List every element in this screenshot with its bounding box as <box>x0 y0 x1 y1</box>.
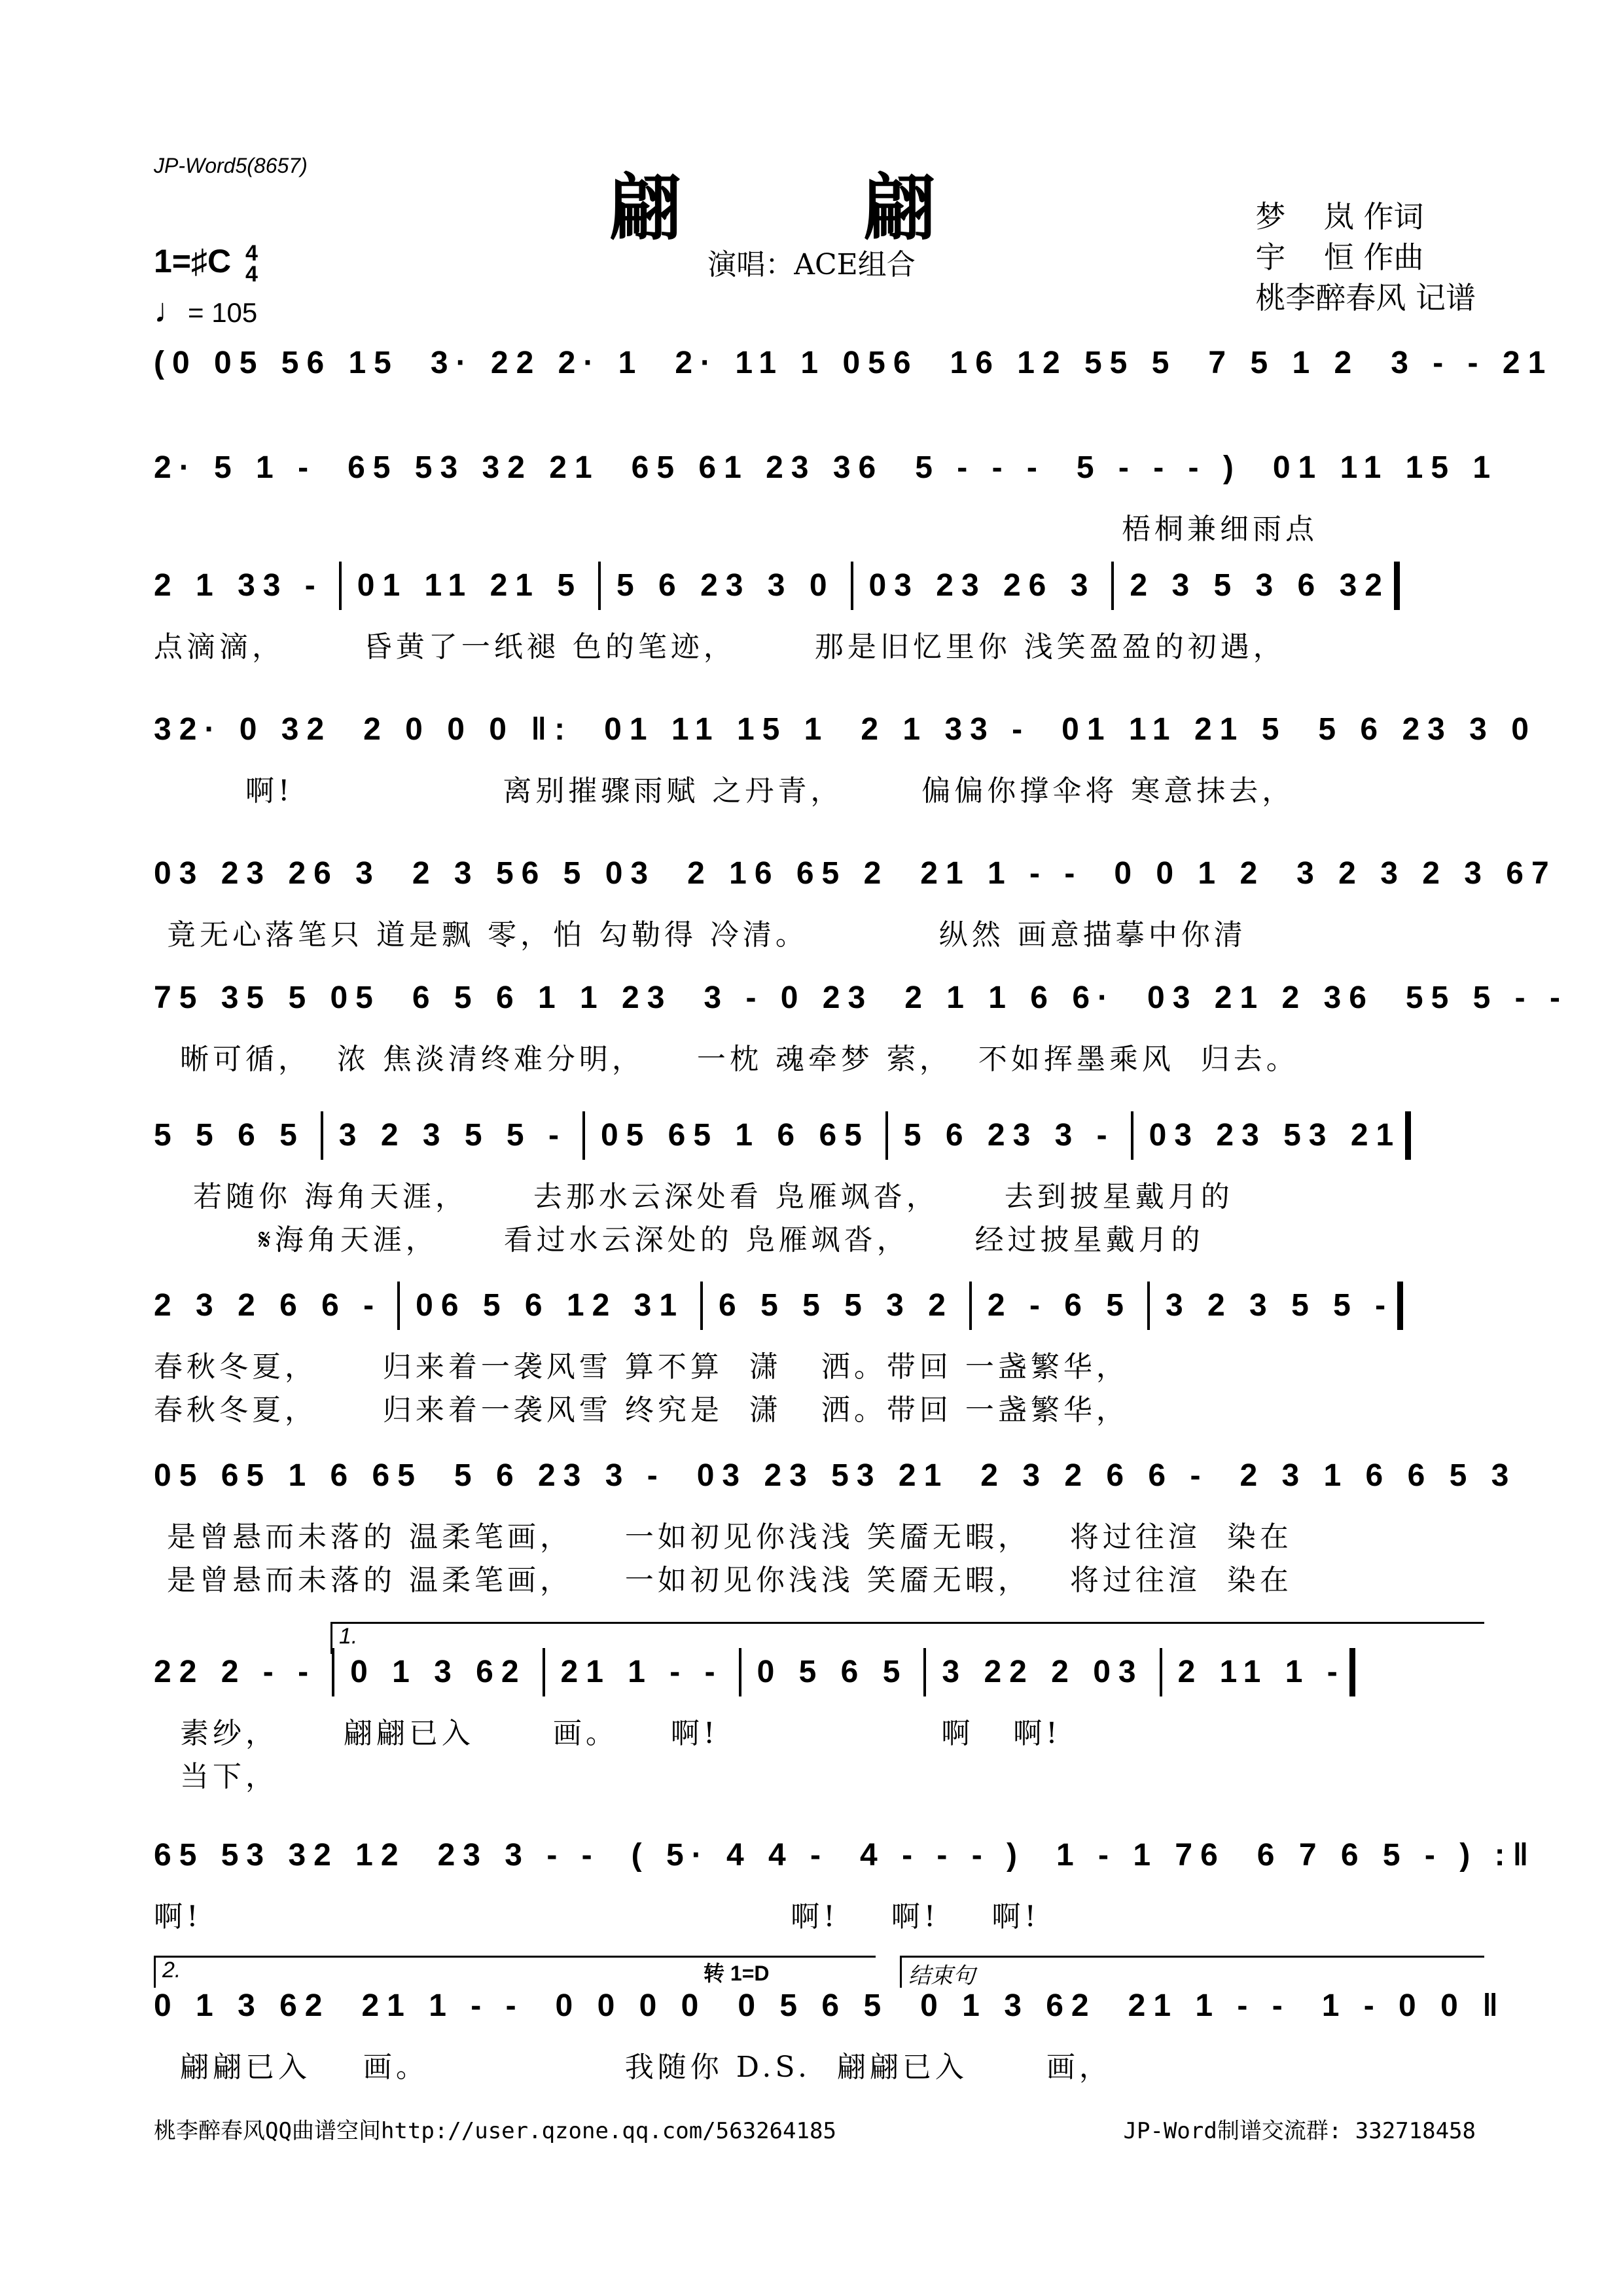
credits <box>1255 196 1476 318</box>
tempo-value: = 105 <box>188 297 258 328</box>
barline <box>1349 1648 1355 1696</box>
measure: 55 5 - - <box>1405 980 1568 1015</box>
measure: 5 - - - ) <box>1076 450 1241 485</box>
measure: 65 61 23 36 <box>631 450 884 485</box>
notation-line <box>154 1983 1506 2029</box>
lyric-line: 春秋冬夏， 归来着一袭风雪 算不算 潇 洒。带回 一盏繁华， <box>154 1350 1129 1384</box>
notation-line <box>154 1453 1517 1499</box>
measure: 6 7 6 5 - ) :‖ <box>1257 1838 1537 1873</box>
measure: 2· 11 1 056 <box>675 346 919 380</box>
measure: 03 21 2 36 <box>1147 980 1374 1015</box>
quarter-note-icon: ♩ <box>154 292 188 330</box>
measure: 01 11 15 1 <box>604 712 830 747</box>
measure: 5 6 23 3 0 <box>616 568 835 603</box>
measure: 2 11 1 - <box>1177 1655 1346 1689</box>
measure: 5 6 23 3 0 <box>1318 712 1537 747</box>
measure: 16 12 55 5 <box>950 346 1177 380</box>
measure: 3· 22 2· 1 <box>430 346 644 380</box>
measure: 2 0 0 0 ‖: <box>363 712 573 747</box>
measure: 4 - - - ) <box>860 1838 1026 1873</box>
measure: 2 3 5 3 6 32 <box>1130 568 1390 603</box>
tempo-marking <box>154 291 257 331</box>
measure: 0 0 1 2 <box>1114 856 1266 891</box>
time-signature-bottom: 4 <box>245 261 258 287</box>
notation-line <box>154 1833 1537 1878</box>
barline <box>1160 1648 1162 1696</box>
measure: 2· 5 1 - <box>154 450 317 485</box>
measure: 6 5 6 1 1 23 <box>412 980 673 1015</box>
barline <box>543 1648 545 1696</box>
measure: 1 - 0 0 ‖ <box>1321 1988 1506 2023</box>
measure: 21 1 - - <box>1128 1988 1291 2023</box>
barline <box>321 1111 323 1160</box>
measure: 3 2 3 2 3 67 <box>1296 856 1557 891</box>
composer-credit: 宇 恒 作曲 <box>1255 240 1424 275</box>
notation-line <box>154 1283 1482 1329</box>
lyric-line: 若随你 海角天涯， 去那水云深处看 凫雁飒沓， 去到披星戴月的 <box>154 1180 1234 1213</box>
time-signature-top: 4 <box>245 240 258 266</box>
lyricist-credit: 梦 岚 作词 <box>1255 199 1424 234</box>
measure: 1 - 1 76 <box>1056 1838 1226 1873</box>
notation-line <box>154 563 1482 609</box>
lyric-line: 是曾悬而未落的 温柔笔画， 一如初见你浅浅 笑靥无暇， 将过往渲 染在 <box>154 1564 1293 1597</box>
measure: 65 53 32 12 <box>154 1838 406 1873</box>
footer-right: JP-Word制谱交流群: 332718458 <box>1123 2118 1476 2144</box>
lyric-line: 点滴滴， 昏黄了一纸褪 色的笔迹， 那是旧忆里你 浅笑盈盈的初遇， <box>154 630 1286 664</box>
measure: 03 23 26 3 <box>868 568 1096 603</box>
barline <box>1147 1282 1150 1330</box>
barline <box>1131 1111 1133 1160</box>
volta-label: 2. <box>162 1958 181 1982</box>
measure: 2 - 6 5 <box>987 1288 1132 1323</box>
source-label: JP-Word5(8657) <box>154 154 308 177</box>
measure: 0 5 6 5 <box>757 1655 908 1689</box>
measure: 2 3 1 6 6 5 3 <box>1240 1458 1517 1493</box>
measure: ( 5· 4 4 - <box>631 1838 829 1873</box>
measure: 21 1 - - <box>361 1988 524 2023</box>
measure: 32· 0 32 <box>154 712 332 747</box>
notation-line <box>154 1649 1482 1695</box>
measure: 3 22 2 03 <box>942 1655 1144 1689</box>
measure: 0 0 0 0 <box>555 1988 707 2023</box>
key-signature <box>154 242 258 285</box>
lyric-line: 啊! 离别摧骤雨赋 之丹青， 偏偏你撑伞将 寒意抹去， <box>154 774 1295 808</box>
measure: 2 3 2 6 6 - <box>154 1288 382 1323</box>
measure: 2 1 33 - <box>154 568 323 603</box>
measure: 22 2 - - <box>154 1655 317 1689</box>
measure: 05 65 1 6 65 <box>154 1458 423 1493</box>
notation-line <box>154 340 1554 386</box>
measure: 65 53 32 21 <box>348 450 600 485</box>
measure: 2 3 56 5 03 <box>412 856 656 891</box>
measure: 2 16 65 2 <box>687 856 889 891</box>
barline <box>739 1648 741 1696</box>
measure: 2 1 33 - <box>861 712 1031 747</box>
measure: 0 5 6 5 <box>738 1988 889 2023</box>
barline <box>1394 562 1400 610</box>
transcriber-credit: 桃李醉春风 记谱 <box>1255 280 1476 315</box>
barline <box>969 1282 972 1330</box>
barline <box>885 1111 888 1160</box>
measure: 6 5 5 5 3 2 <box>719 1288 954 1323</box>
barline <box>339 562 342 610</box>
barline <box>1405 1111 1411 1160</box>
footer-left: 桃李醉春风QQ曲谱空间http://user.qzone.qq.com/563264185 <box>154 2118 836 2144</box>
measure: 3 2 3 5 5 - <box>338 1118 567 1153</box>
measure: 0 1 3 62 <box>350 1655 527 1689</box>
measure: 03 23 53 21 <box>696 1458 950 1493</box>
notation-line <box>154 851 1557 897</box>
measure: 21 1 - - <box>560 1655 723 1689</box>
notation-line <box>154 707 1537 753</box>
measure: 3 - 0 23 <box>704 980 874 1015</box>
key-label: 1=♯C <box>154 243 232 279</box>
measure: 7 5 1 2 <box>1208 346 1360 380</box>
barline <box>397 1282 400 1330</box>
barline <box>851 562 853 610</box>
coda-label: 结束句 <box>908 1964 975 1988</box>
lyric-line: 啊! 啊! 啊! 啊! <box>154 1900 1041 1933</box>
lyric-line: 翩翩已入 画。 我随你 D.S. 翩翩已入 画， <box>154 2051 1112 2084</box>
lyric-line: 晰可循， 浓 焦淡清终难分明， 一枕 魂牵梦 萦， 不如挥墨乘风 归去。 <box>154 1043 1299 1076</box>
measure: 05 65 1 6 65 <box>600 1118 870 1153</box>
measure: 2 3 2 6 6 - <box>980 1458 1209 1493</box>
notation-line <box>154 445 1499 491</box>
measure: 01 11 21 5 <box>1061 712 1287 747</box>
measure: 0 1 3 62 <box>154 1988 330 2023</box>
barline <box>332 1648 334 1696</box>
lyric-line: 竟无心落笔只 道是飘 零，怕 勾勒得 冷清。 纵然 画意描摹中你清 <box>154 918 1247 952</box>
measure: 06 5 6 12 31 <box>416 1288 685 1323</box>
lyric-line: 𝄋海角天涯， 看过水云深处的 凫雁飒沓， 经过披星戴月的 <box>154 1223 1204 1257</box>
time-signature <box>245 240 258 287</box>
measure: 03 23 53 21 <box>1149 1118 1402 1153</box>
measure: 5 6 23 3 - <box>903 1118 1115 1153</box>
measure: 03 23 26 3 <box>154 856 381 891</box>
measure: 75 35 5 05 <box>154 980 381 1015</box>
measure: 5 5 6 5 <box>154 1118 305 1153</box>
singer-line: 演唱：ACE组合 <box>707 248 916 281</box>
measure: 01 11 15 1 <box>1272 450 1499 485</box>
measure: 0 1 3 62 <box>920 1988 1097 2023</box>
measure: 21 1 - - <box>920 856 1083 891</box>
barline <box>923 1648 926 1696</box>
lyric-line: 当下， <box>154 1760 278 1793</box>
measure: 3 - - 21 <box>1391 346 1554 380</box>
barline <box>1397 1282 1403 1330</box>
notation-line <box>154 975 1568 1021</box>
modulation-marking: 转 1=D <box>704 1962 770 1985</box>
lyric-line: 素纱， 翩翩已入 画。 啊! 啊 啊! <box>154 1717 1061 1750</box>
barline <box>1111 562 1114 610</box>
measure: 5 6 23 3 - <box>454 1458 666 1493</box>
measure: 2 1 1 6 6· <box>904 980 1116 1015</box>
measure: 3 2 3 5 5 - <box>1165 1288 1394 1323</box>
measure: 23 3 - - <box>437 1838 600 1873</box>
measure: (0 05 56 15 <box>154 346 399 380</box>
notation-line <box>154 1113 1482 1158</box>
measure: 5 - - - <box>915 450 1045 485</box>
lyric-line: 春秋冬夏， 归来着一袭风雪 终究是 潇 洒。带回 一盏繁华， <box>154 1393 1129 1427</box>
barline <box>700 1282 703 1330</box>
volta-label: 1. <box>339 1624 358 1649</box>
barline <box>598 562 601 610</box>
barline <box>582 1111 585 1160</box>
measure: 01 11 21 5 <box>357 568 583 603</box>
lyric-line: 是曾悬而未落的 温柔笔画， 一如初见你浅浅 笑靥无暇， 将过往渲 染在 <box>154 1520 1293 1554</box>
lyric-line: 梧桐兼细雨点 <box>154 512 1318 546</box>
song-title: 翩 翩 <box>609 166 1014 250</box>
